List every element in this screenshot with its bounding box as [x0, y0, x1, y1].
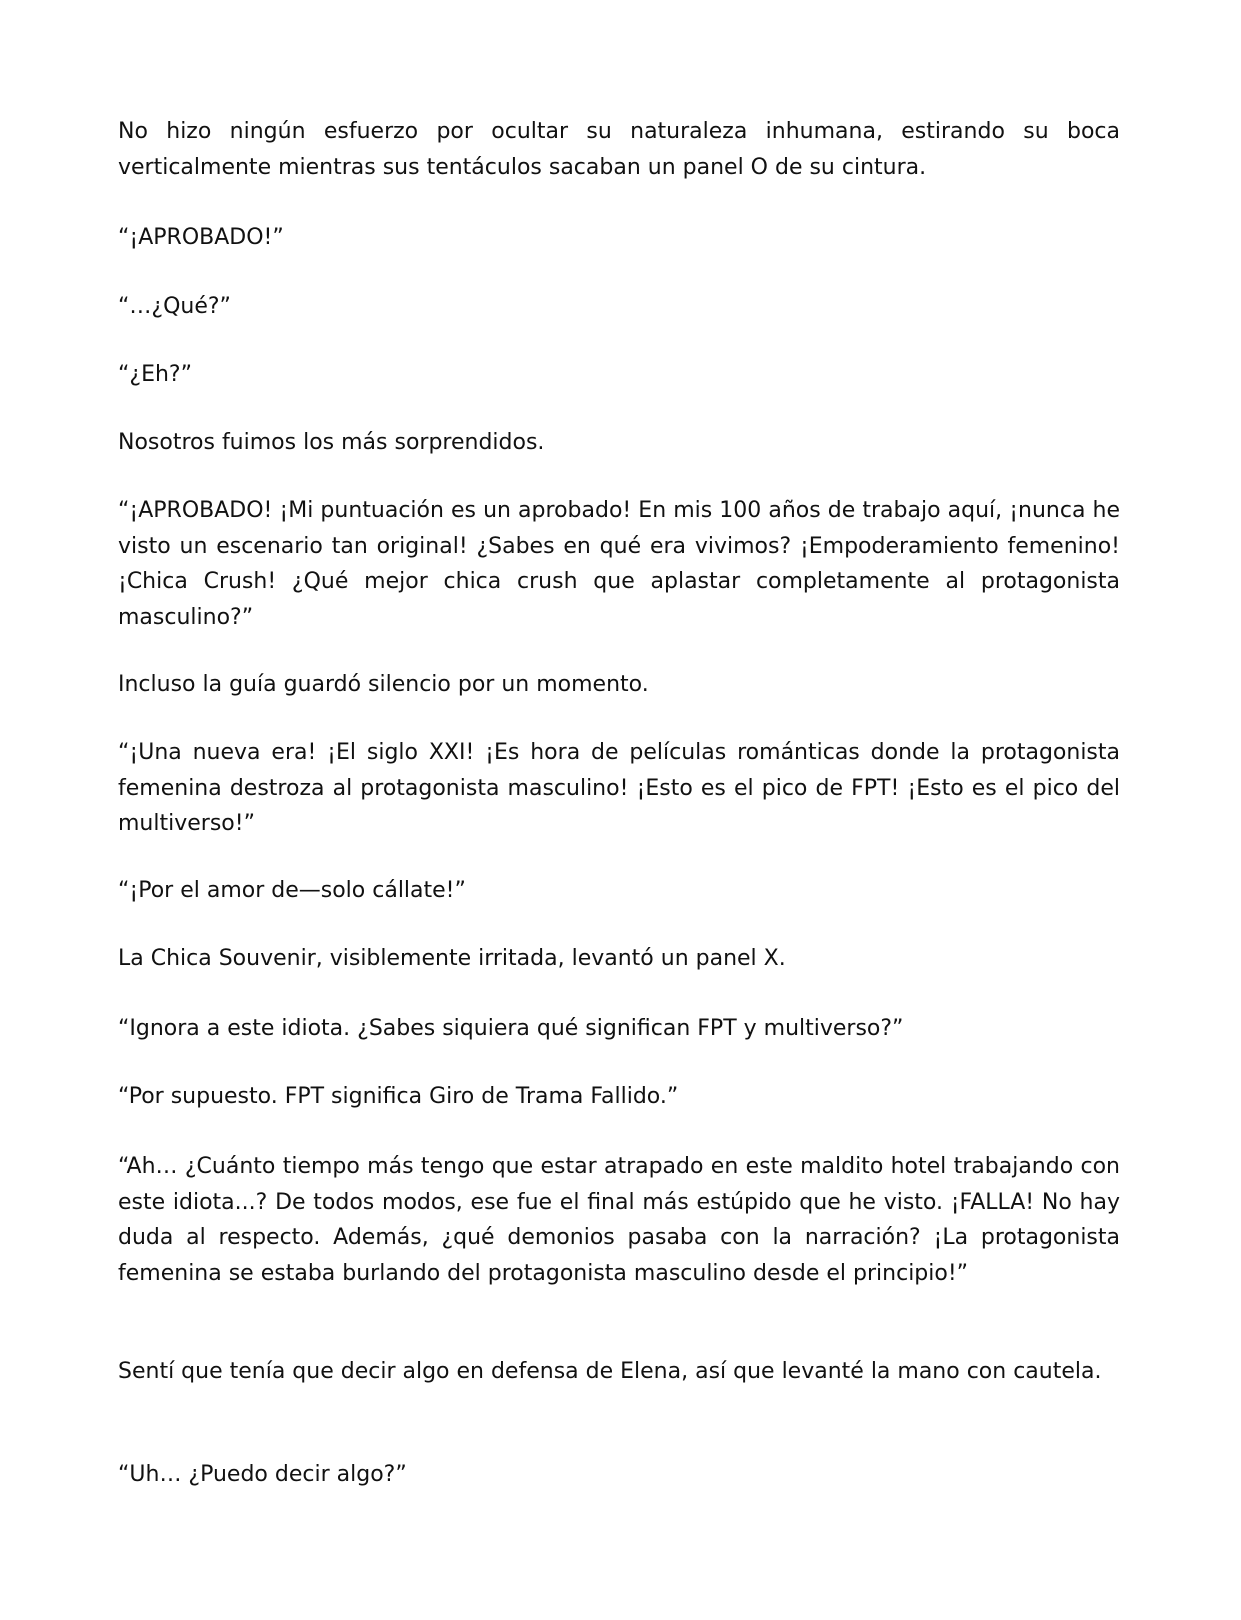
paragraph-6: “¡APROBADO! ¡Mi puntuación es un aprobado! En mis 100 años de trabajo aquí, ¡nunca he visto un escenario tan original! ¿Sabes en qué era vivimos? ¡Empoderamiento femenino! ¡Chica Crush! ¿Qué mejor chica crush que aplastar completamente al protagonista masculino?”: [118, 498, 1120, 630]
paragraph-1: No hizo ningún esfuerzo por ocultar su naturaleza inhumana, estirando su boca verticalmente mientras sus tentáculos sacaban un panel O de su cintura.: [118, 119, 1120, 180]
paragraph-3: “…¿Qué?”: [118, 294, 231, 319]
paragraph-7: Incluso la guía guardó silencio por un momento.: [118, 672, 649, 697]
paragraph-5: Nosotros fuimos los más sorprendidos.: [118, 430, 545, 455]
paragraph-11: “Ignora a este idiota. ¿Sabes siquiera qué significan FPT y multiverso?”: [118, 1016, 904, 1041]
paragraph-15: “Uh… ¿Puedo decir algo?”: [118, 1462, 407, 1487]
paragraph-8: “¡Una nueva era! ¡El siglo XXI! ¡Es hora de películas románticas donde la protagonista femenina destroza al protagonista masculino! ¡Esto es el pico de FPT! ¡Esto es el pico del multiverso!”: [118, 740, 1120, 836]
paragraph-9: “¡Por el amor de—solo cállate!”: [118, 878, 466, 903]
paragraph-10: La Chica Souvenir, visiblemente irritada, levantó un panel X.: [118, 946, 786, 971]
paragraph-12: “Por supuesto. FPT significa Giro de Trama Fallido.”: [118, 1084, 679, 1109]
paragraph-13: “Ah… ¿Cuánto tiempo más tengo que estar atrapado en este maldito hotel trabajando con este idiota...? De todos modos, ese fue el final más estúpido que he visto. ¡FALLA! No hay duda al respecto. Además, ¿qué demonios pasaba con la narración? ¡La protagonista femenina se estaba burlando del protagonista masculino desde el principio!”: [118, 1154, 1120, 1286]
paragraph-14: Sentí que tenía que decir algo en defensa de Elena, así que levanté la mano con cautela.: [118, 1359, 1102, 1384]
paragraph-4: “¿Eh?”: [118, 362, 192, 387]
paragraph-2: “¡APROBADO!”: [118, 225, 284, 250]
